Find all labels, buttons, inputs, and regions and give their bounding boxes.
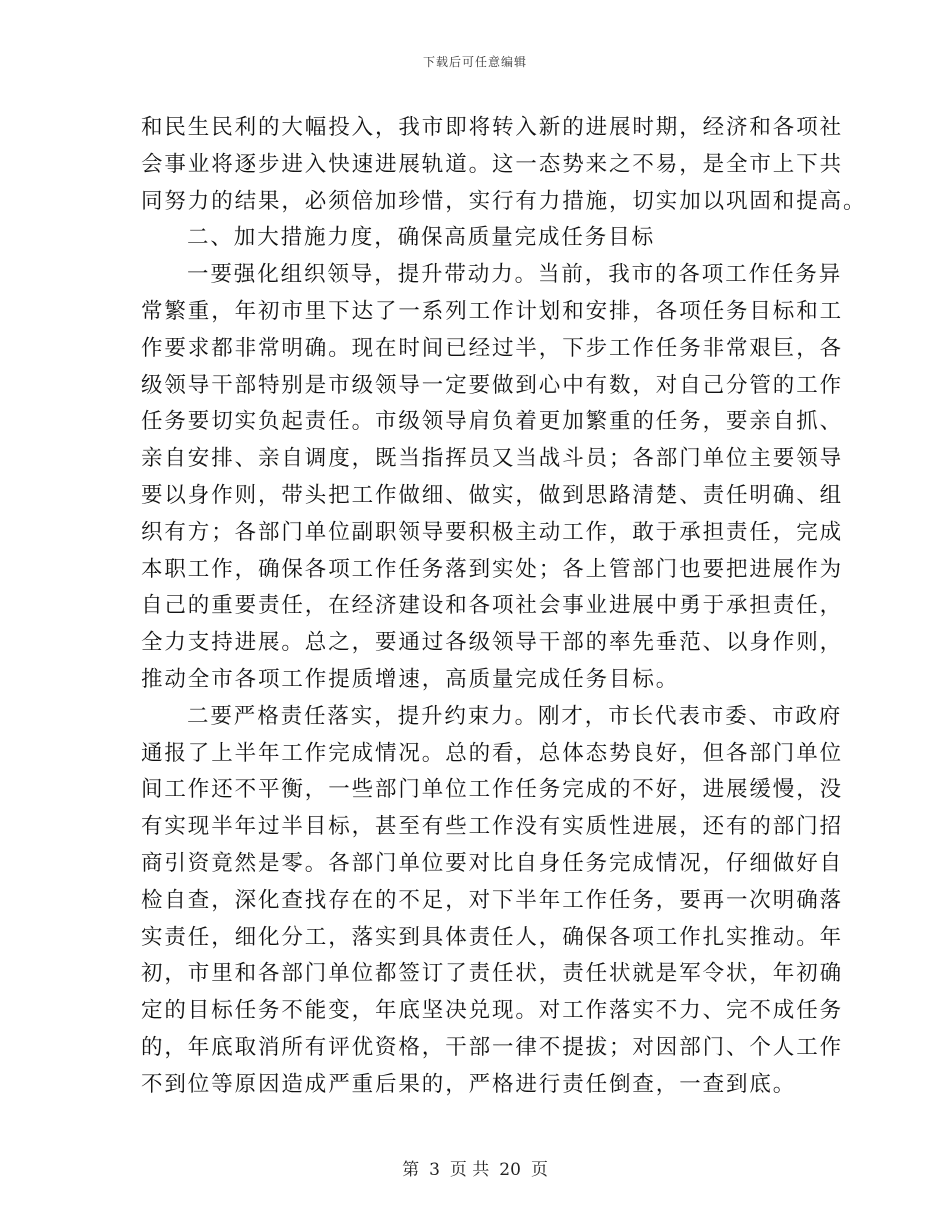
- footer-prefix: 第: [402, 1160, 420, 1180]
- text-line: 通报了上半年工作完成情况。总的看，总体态势良好，但各部门单位: [141, 740, 844, 766]
- text-line: 定的目标任务不能变，年底坚决兑现。对工作落实不力、完不成任务: [141, 998, 844, 1024]
- section-heading: 二、加大措施力度，确保高质量完成任务目标: [187, 225, 656, 251]
- text-line: 会事业将逐步进入快速进展轨道。这一态势来之不易，是全市上下共: [141, 151, 844, 177]
- text-line: 不到位等原因造成严重后果的，严格进行责任倒查，一查到底。: [141, 1071, 797, 1097]
- current-page-number: 3: [429, 1160, 440, 1180]
- text-line: 自己的重要责任，在经济建设和各项社会事业进展中勇于承担责任，: [141, 593, 844, 619]
- total-pages-number: 20: [499, 1160, 521, 1180]
- text-line: 和民生民利的大幅投入，我市即将转入新的进展时期，经济和各项社: [141, 115, 844, 140]
- text-line: 常繁重，年初市里下达了一系列工作计划和安排，各项任务目标和工: [141, 298, 844, 324]
- text-line: 要以身作则，带头把工作做细、做实，做到思路清楚、责任明确、组: [141, 482, 844, 508]
- text-line: 有实现半年过半目标，甚至有些工作没有实质性进展，还有的部门招: [141, 814, 844, 840]
- text-line: 任务要切实负起责任。市级领导肩负着更加繁重的任务，要亲自抓、: [141, 409, 844, 435]
- footer-suffix: 页: [530, 1160, 548, 1180]
- text-line: 织有方；各部门单位副职领导要积极主动工作，敢于承担责任，完成: [141, 519, 844, 545]
- text-line: 同努力的结果，必须倍加珍惜，实行有力措施，切实加以巩固和提高。: [141, 188, 867, 214]
- text-line: 初，市里和各部门单位都签订了责任状，责任状就是军令状，年初确: [141, 961, 844, 987]
- text-line: 作要求都非常明确。现在时间已经过半，下步工作任务非常艰巨，各: [141, 335, 844, 361]
- text-line: 实责任，细化分工，落实到具体责任人，确保各项工作扎实推动。年: [141, 924, 844, 950]
- text-line: 二要严格责任落实，提升约束力。刚才，市长代表市委、市政府: [187, 703, 843, 729]
- text-line: 本职工作，确保各项工作任务落到实处；各上管部门也要把进展作为: [141, 556, 844, 582]
- text-line: 全力支持进展。总之，要通过各级领导干部的率先垂范、以身作则，: [141, 630, 844, 656]
- page-header: 下载后可任意编辑: [422, 55, 527, 69]
- text-line: 商引资竟然是零。各部门单位要对比自身任务完成情况，仔细做好自: [141, 850, 844, 876]
- footer-middle: 页 共: [449, 1160, 490, 1180]
- text-line: 亲自安排、亲自调度，既当指挥员又当战斗员；各部门单位主要领导: [141, 446, 844, 472]
- text-line: 的，年底取消所有评优资格，干部一律不提拔；对因部门、个人工作: [141, 1034, 844, 1060]
- body-text: [141, 110, 867, 1104]
- page-footer: [0, 1155, 950, 1180]
- text-line: 推动全市各项工作提质增速，高质量完成任务目标。: [141, 666, 680, 692]
- text-line: 一要强化组织领导，提升带动力。当前，我市的各项工作任务异: [187, 262, 843, 288]
- text-line: 检自查，深化查找存在的不足，对下半年工作任务，要再一次明确落: [141, 887, 844, 913]
- text-line: 间工作还不平衡，一些部门单位工作任务完成的不好，进展缓慢，没: [141, 777, 844, 803]
- text-line: 级领导干部特别是市级领导一定要做到心中有数，对自己分管的工作: [141, 372, 844, 398]
